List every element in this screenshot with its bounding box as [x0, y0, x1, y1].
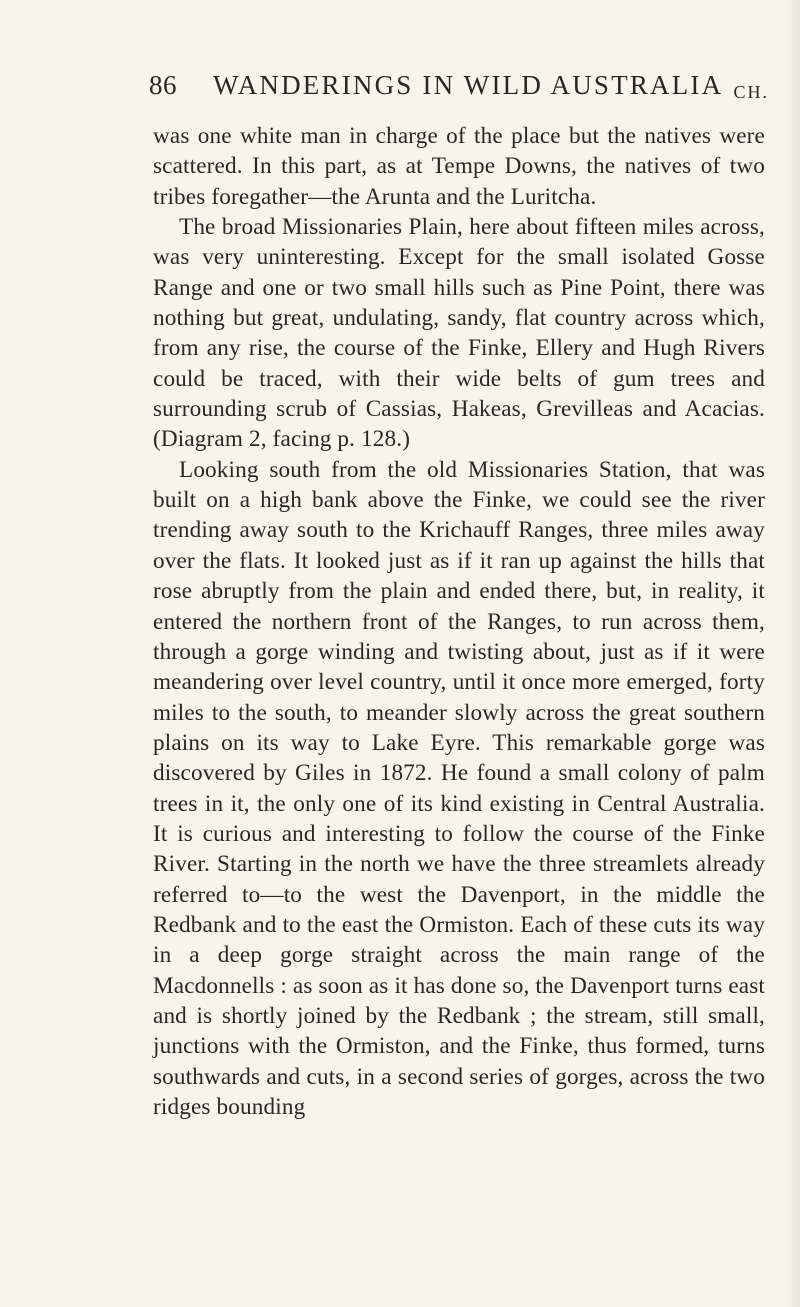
- chapter-abbreviation: CH.: [733, 82, 769, 102]
- page-edge-shadow: [786, 0, 800, 1307]
- running-header: [149, 70, 769, 114]
- body-text: [153, 121, 765, 1122]
- paragraph-finke-river: Looking south from the old Missionaries Station, that was built on a high bank above the Finke, we could see the river trending away south to the Krichauff Ranges, three miles away over the flats. It looked just as if it ran up against the hills that rose abruptly from the plain and ended there, but, in reality, it entered the northern front of the Ranges, to run across them, through a gorge winding and twisting about, just as if it were meandering over level country, until it once more emerged, forty miles to the south, to meander slowly across the great southern plains on its way to Lake Eyre. This remarkable gorge was discovered by Giles in 1872. He found a small colony of palm trees in it, the only one of its kind existing in Central Australia. It is curious and interesting to follow the course of the Finke River. Starting in the north we have the three streamlets already referred to—to the west the Davenport, in the middle the Redbank and to the east the Ormiston. Each of these cuts its way in a deep gorge straight across the main range of the Macdonnells : as soon as it has done so, the Davenport turns east and is shortly joined by the Redbank ; the stream, still small, junctions with the Ormiston, and the Finke, thus formed, turns southwards and cuts, in a second series of gorges, across the two ridges bounding: [153, 456, 765, 1120]
- page-number: 86: [149, 70, 177, 100]
- running-title: WANDERINGS IN WILD AUSTRALIA: [213, 70, 724, 100]
- paragraph-missionaries-plain: The broad Missionaries Plain, here about fifteen miles across, was very uninteresting. Except for the small isolated Gosse Range and one or two small hills such as Pine Point, there was nothing but great, undulating, sandy, flat country across which, from any rise, the course of the Finke, Ellery and Hugh Rivers could be traced, with their wide belts of gum trees and surrounding scrub of Cassias, Hakeas, Grevilleas and Acacias. (Diagram 2, facing p. 128.): [153, 214, 765, 453]
- paragraph-continued: was one white man in charge of the place but the natives were scattered. In this part, as at Tempe Downs, the natives of two tribes foregather—the Arunta and the Luritcha.: [153, 123, 765, 210]
